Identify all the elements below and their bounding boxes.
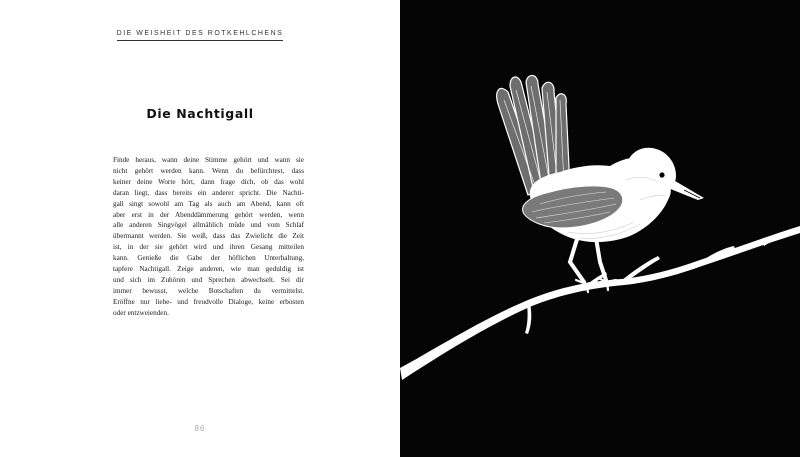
body-line: alle anderen Singvögel allmählich müde und vom Schlaf (113, 221, 304, 230)
body-line: keiner deine Worte hört, dann frage dich, ob das wohl (113, 177, 304, 186)
body-line: übermannt werden. Sie weiß, dass das Zwielicht die Zeit (113, 232, 304, 241)
nightingale-illustration (400, 0, 800, 457)
body-line: aber erst in der Abenddämmerung gehört werden, wenn (113, 210, 304, 219)
body-line: gall singt sowohl am Tag als auch am Abend, kann oft (113, 199, 304, 208)
running-head (0, 20, 400, 41)
chapter-title: Die Nachtigall (146, 106, 254, 121)
bird-eye (659, 172, 664, 177)
body-line: tapfere Nachtigall. Zeige anderen, wie man geduldig ist (113, 265, 304, 274)
body-line: Eröffne nur liebe- und freudvolle Dialoge, keine erbosten (113, 297, 304, 306)
body-line: daran liegt, dass bereits ein anderer spricht. Die Nachti- (113, 188, 304, 197)
page-number: 86 (194, 424, 206, 433)
body-line: kann. Genieße die Gabe der höflichen Unterhaltung, (113, 254, 304, 263)
body-line: ist, in der sie gehört wird und ihren Gesang mitteilen (113, 243, 304, 252)
body-line: und sich im Zuhören und Sprechen abwechselt. Sei dir (113, 275, 304, 284)
right-page (400, 0, 800, 457)
bird-beak (668, 178, 704, 200)
branch (400, 226, 800, 380)
body-line: Finde heraus, wann deine Stimme gehört und wann sie (113, 156, 304, 164)
body-line: nicht gehört werden kann. Wenn du befürchtest, dass (113, 166, 304, 175)
body-line: immer bewusst, welche Botschaften du vermittelst. (113, 286, 304, 295)
running-head-text: DIE WEISHEIT DES ROTKEHLCHENS (117, 30, 284, 41)
body-text (113, 155, 304, 319)
body-line: oder entzweienden. (113, 308, 169, 317)
